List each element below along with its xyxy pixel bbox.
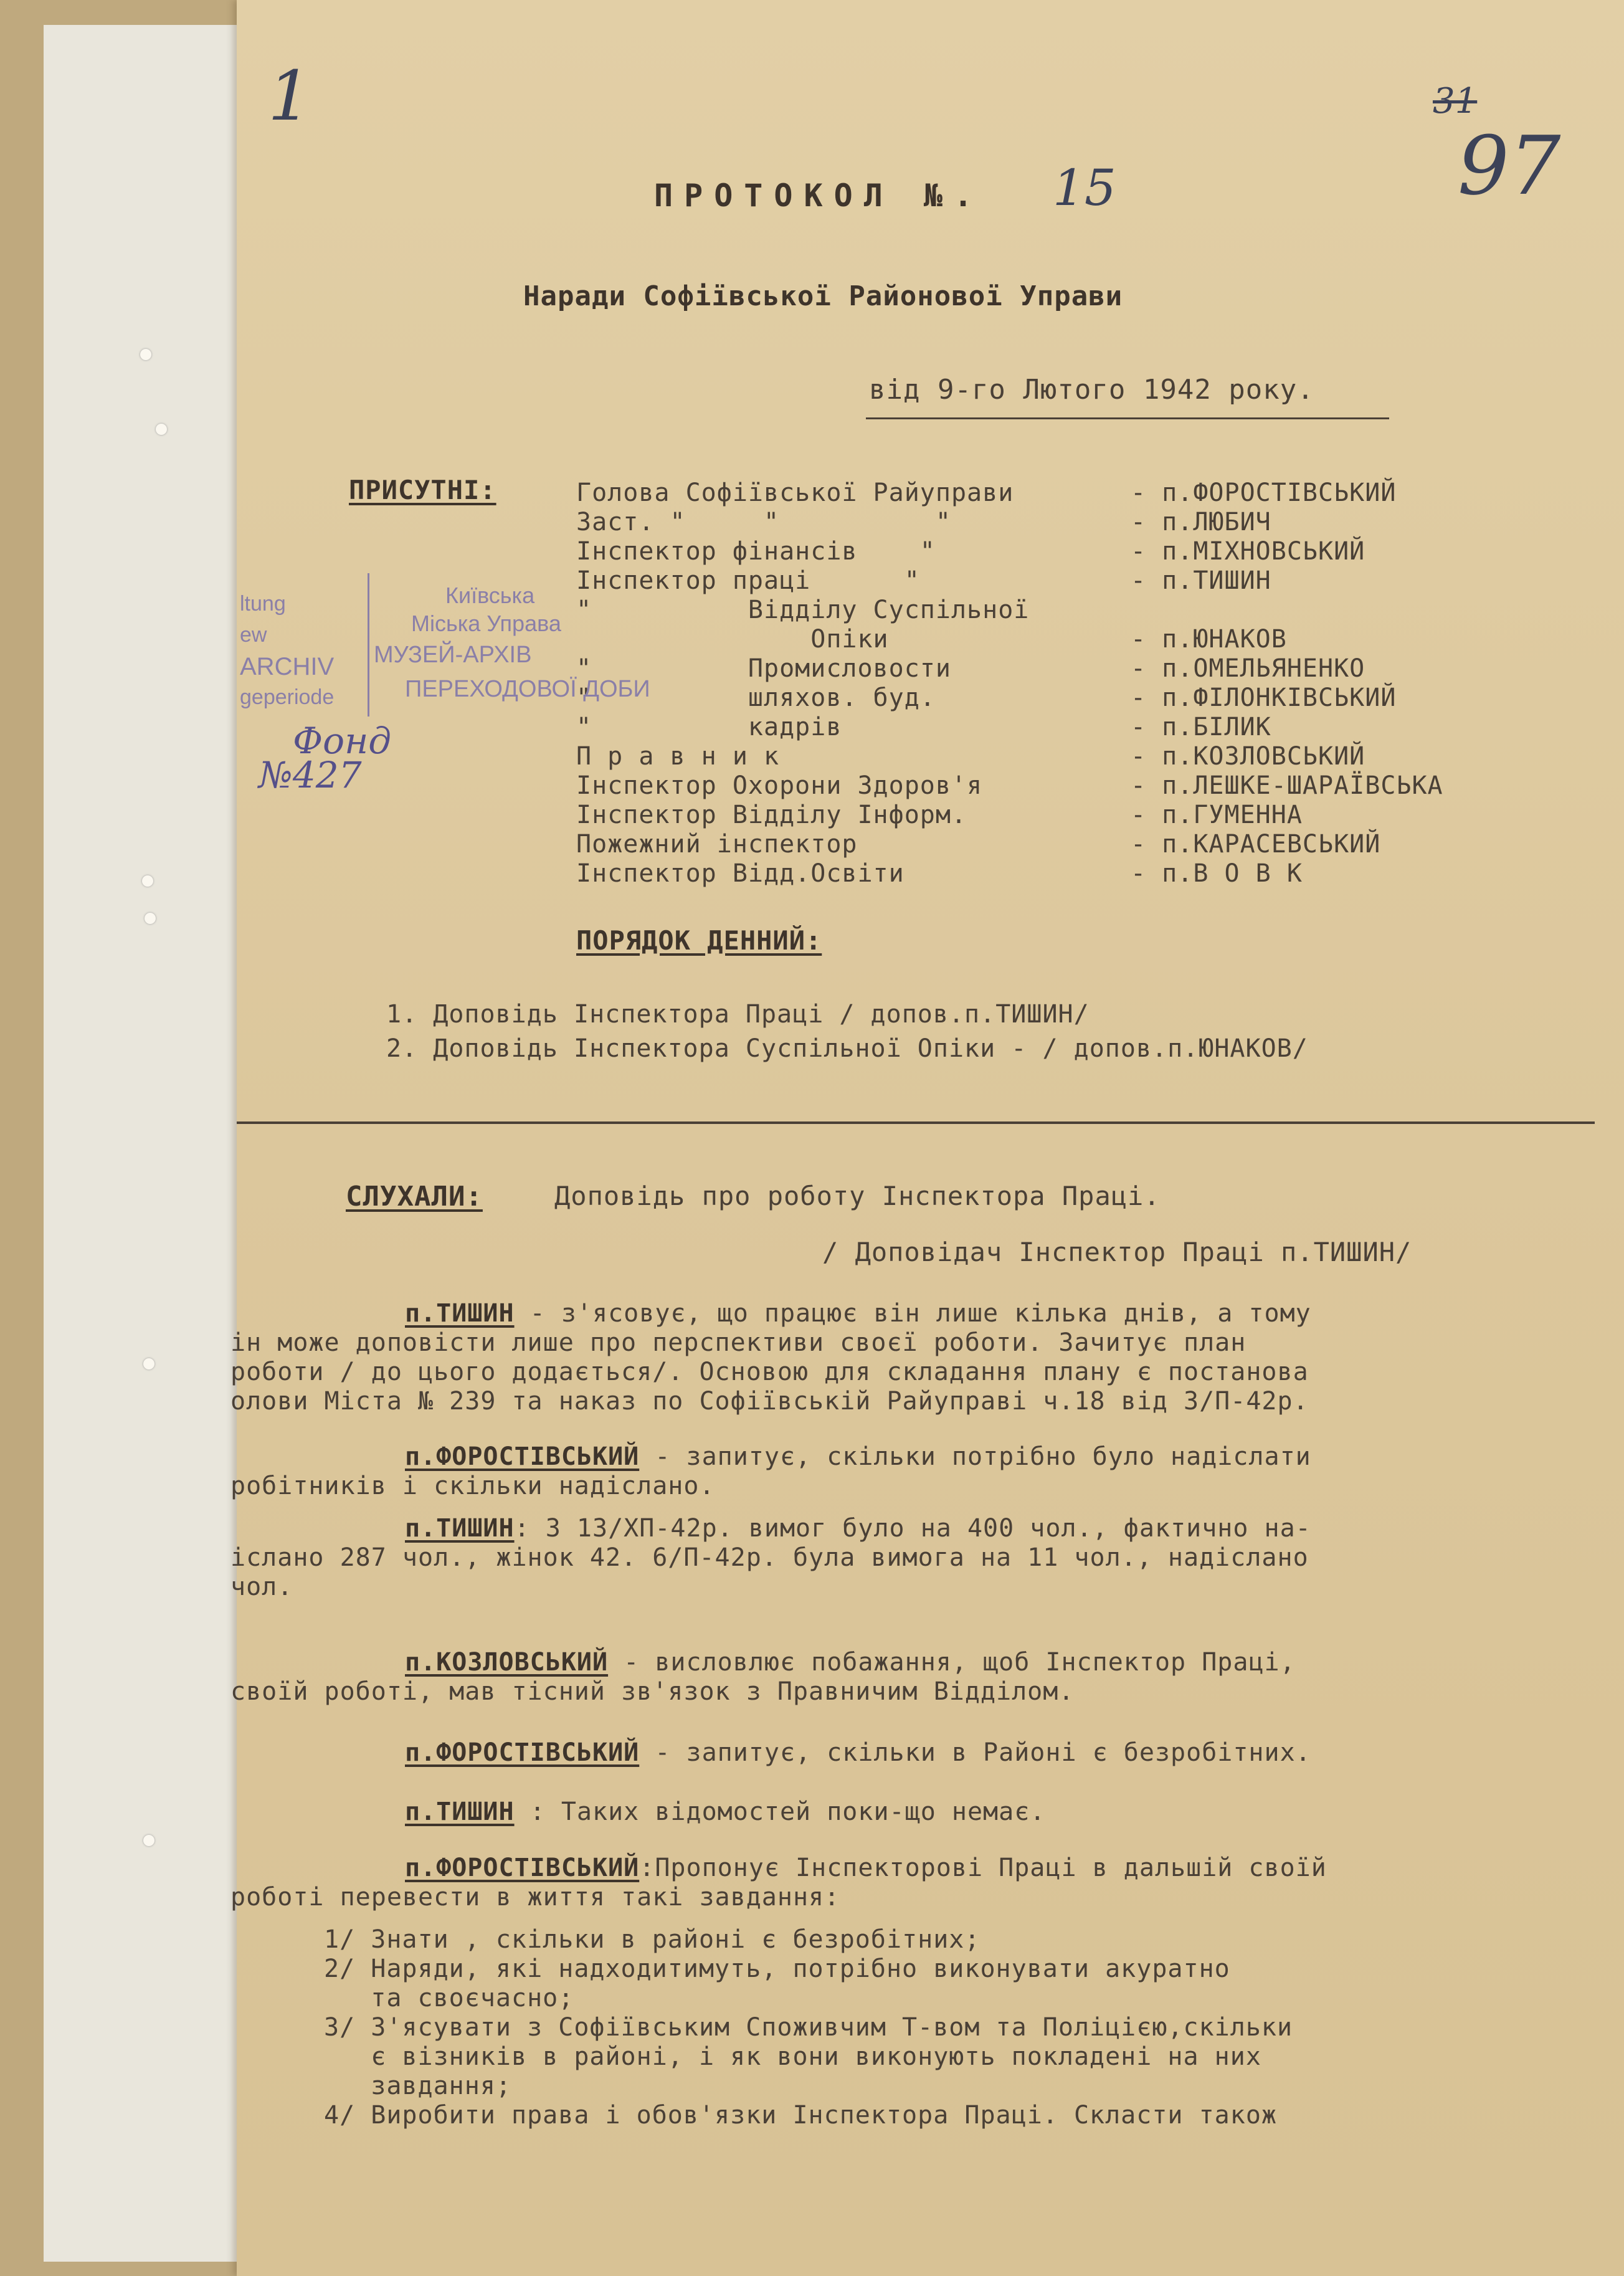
archive-mount-strip xyxy=(44,25,247,2262)
protocol-title: ПРОТОКОЛ №. xyxy=(654,178,984,214)
paragraph-first-line xyxy=(405,1854,1327,1882)
attendee-name: - п.ЛЕШКЕ-ШАРАЇВСЬКА xyxy=(1131,771,1443,800)
attendee-role: " кадрів xyxy=(576,713,842,741)
task-line: 1/ Знати , скільки в районі є безробітних; xyxy=(324,1925,981,1954)
punch-hole xyxy=(143,1358,154,1369)
heard-topic: Доповідь про роботу Інспектора Праці. xyxy=(554,1181,1161,1211)
section-divider xyxy=(237,1121,1595,1124)
attendee-name: - п.МІХНОВСЬКИЙ xyxy=(1131,537,1365,566)
attendee-role: Заст. " " " xyxy=(576,508,951,536)
agenda-item: 2. Доповідь Інспектора Суспільної Опіки - / допов.п.ЮНАКОВ/ xyxy=(386,1034,1308,1063)
paragraph-text: - з'ясовує, що працює він лише кілька днів, а тому xyxy=(514,1299,1311,1328)
punch-hole xyxy=(156,424,167,435)
date-underline xyxy=(866,417,1389,419)
fond-note-line-2: №427 xyxy=(259,754,362,796)
task-line: завдання; xyxy=(324,2072,511,2100)
handwritten-page-mark: 1 xyxy=(268,56,311,136)
attendee-role: Голова Софіївської Райуправи xyxy=(576,479,1014,507)
attendee-name: - п.ОМЕЛЬЯНЕНКО xyxy=(1131,654,1365,683)
heard-label: СЛУХАЛИ: xyxy=(346,1181,483,1212)
protocol-date: від 9-го Лютого 1942 року. xyxy=(869,374,1314,406)
task-line: є візників в районі, і як вони виконують покладені на них xyxy=(324,2042,1261,2071)
speaker-name: п.ФОРОСТІВСЬКИЙ xyxy=(405,1854,640,1882)
stamp-right-line: МУЗЕЙ-АРХІВ xyxy=(374,642,532,668)
task-line: 3/ З'ясувати з Софіївським Споживчим Т-вом та Поліцією,скільки xyxy=(324,2013,1293,2042)
attendee-role: Інспектор праці " xyxy=(576,566,920,595)
paragraph-line: своїй роботі, мав тісний зв'язок з Правничим Відділом. xyxy=(230,1677,1075,1706)
attendee-name: - п.ФІЛОНКІВСЬКИЙ xyxy=(1131,683,1397,712)
speaker-name: п.ТИШИН xyxy=(405,1514,515,1543)
paragraph-first-line xyxy=(405,1648,1296,1677)
handwritten-old-folio: 31 xyxy=(1433,81,1478,121)
attendee-role: Інспектор Охорони Здоров'я xyxy=(576,771,983,800)
attendee-role: " Промисловости xyxy=(576,654,951,683)
punch-hole xyxy=(140,349,151,360)
attendees-label: ПРИСУТНІ: xyxy=(349,475,496,505)
punch-hole xyxy=(142,875,153,887)
speaker-name: п.ТИШИН xyxy=(405,1299,515,1328)
handwritten-folio: 97 xyxy=(1458,118,1561,213)
paragraph-text: :Пропонує Інспекторові Праці в дальшій своїй xyxy=(639,1854,1327,1882)
paragraph-line: роботи / до цього додається/. Основою для складання плану є постанова xyxy=(230,1358,1309,1386)
stamp-right-line: Міська Управа xyxy=(411,611,561,636)
speaker-name: п.ФОРОСТІВСЬКИЙ xyxy=(405,1738,640,1767)
paragraph-line: олови Міста № 239 та наказ по Софіївській Райуправі ч.18 від 3/П-42р. xyxy=(230,1387,1309,1416)
agenda-label: ПОРЯДОК ДЕННИЙ: xyxy=(576,925,822,956)
handwritten-protocol-number: 15 xyxy=(1053,159,1116,217)
stamp-left-line: geperiode xyxy=(240,685,335,709)
attendee-name: - п.БІЛИК xyxy=(1131,713,1271,741)
paragraph-first-line xyxy=(405,1797,1045,1826)
stamp-left-line: ARCHIV xyxy=(240,653,335,680)
punch-hole xyxy=(143,1835,154,1846)
paragraph-line: іслано 287 чол., жінок 42. 6/П-42р. була вимога на 11 чол., надіслано xyxy=(230,1543,1309,1572)
task-line: та своєчасно; xyxy=(324,1984,574,2012)
task-line: 4/ Виробити права і обов'язки Інспектора Праці. Скласти також xyxy=(324,2101,1278,2130)
attendee-name: - п.КОЗЛОВСЬКИЙ xyxy=(1131,742,1365,771)
attendee-role: П р а в н и к xyxy=(576,742,780,771)
fond-note-line-1: Фонд xyxy=(293,720,392,762)
paragraph-text: - запитує, скільки потрібно було надіслати xyxy=(639,1442,1311,1471)
stamp-left-line: ew xyxy=(240,623,267,647)
stamp-right-line: Київська xyxy=(445,583,535,608)
paragraph-line: ін може доповісти лише про перспективи своєї роботи. Зачитує план xyxy=(230,1328,1246,1357)
paragraph-line: робітників і скільки надіслано. xyxy=(230,1472,715,1500)
paragraph-text: - запитує, скільки в Районі є безробітних. xyxy=(639,1738,1311,1767)
stamp-right-line: ПЕРЕХОДОВОЇ ДОБИ xyxy=(405,676,650,702)
attendee-name: - п.ТИШИН xyxy=(1131,566,1271,595)
attendee-name: - п.ЛЮБИЧ xyxy=(1131,508,1271,536)
protocol-subtitle: Наради Софіївської Районової Управи xyxy=(523,280,1123,312)
attendee-role: Опіки xyxy=(576,625,889,654)
paragraph-first-line xyxy=(405,1738,1311,1767)
stamp-left-line: ltung xyxy=(240,592,286,616)
attendee-role: Інспектор фінансів " xyxy=(576,537,936,566)
attendee-name: - п.ГУМЕННА xyxy=(1131,801,1303,829)
attendee-role: Інспектор Відділу Інформ. xyxy=(576,801,967,829)
speaker-name: п.ТИШИН xyxy=(405,1797,515,1826)
attendee-role: Пожежний інспектор xyxy=(576,830,858,859)
task-line: 2/ Наряди, які надходитимуть, потрібно виконувати акуратно xyxy=(324,1955,1230,1983)
heard-speaker: / Доповідач Інспектор Праці п.ТИШИН/ xyxy=(822,1237,1412,1267)
attendee-role: " Відділу Суспільної xyxy=(576,596,1030,624)
paragraph-text: : Таких відомостей поки-що немає. xyxy=(514,1797,1046,1826)
paragraph-text: : З 13/ХП-42р. вимог було на 400 чол., фактично на- xyxy=(514,1514,1311,1543)
paragraph-first-line xyxy=(405,1299,1311,1328)
punch-hole xyxy=(145,913,156,924)
agenda-item: 1. Доповідь Інспектора Праці / допов.п.ТИШИН/ xyxy=(386,1000,1090,1029)
speaker-name: п.ФОРОСТІВСЬКИЙ xyxy=(405,1442,640,1471)
attendee-role: " шляхов. буд. xyxy=(576,683,936,712)
attendee-name: - п.ФОРОСТІВСЬКИЙ xyxy=(1131,479,1397,507)
paragraph-line: роботі перевести в життя такі завдання: xyxy=(230,1883,840,1912)
attendee-name: - п.В О В К xyxy=(1131,859,1303,888)
paragraph-line: чол. xyxy=(230,1573,293,1601)
attendee-name: - п.КАРАСЕВСЬКИЙ xyxy=(1131,830,1381,859)
paragraph-first-line xyxy=(405,1514,1311,1543)
speaker-name: п.КОЗЛОВСЬКИЙ xyxy=(405,1648,609,1677)
paragraph-text: - висловлює побажання, щоб Інспектор Праці, xyxy=(608,1648,1296,1677)
paragraph-first-line xyxy=(405,1442,1311,1471)
attendee-name: - п.ЮНАКОВ xyxy=(1131,625,1287,654)
attendee-role: Інспектор Відд.Освіти xyxy=(576,859,905,888)
